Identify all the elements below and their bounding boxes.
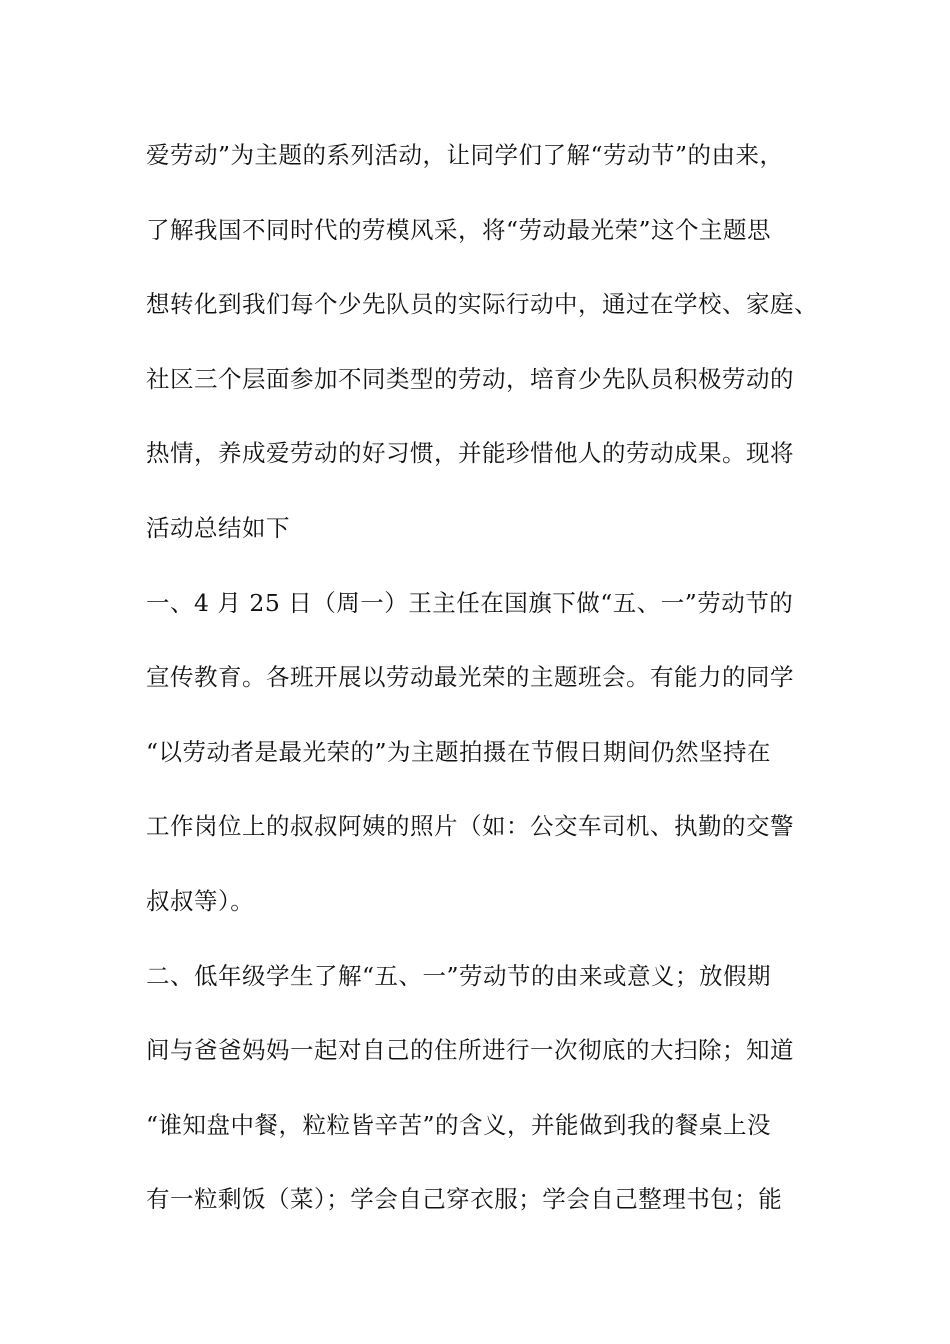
text-line: 有一粒剩饭（菜）；学会自己穿衣服；学会自己整理书包；能 <box>146 1185 783 1214</box>
text-line: 一、4 月 25 日（周一）王主任在国旗下做“五、一”劳动节的 <box>146 588 794 617</box>
text-line: 活动总结如下 <box>146 513 290 542</box>
text-line: “以劳动者是最光荣的”为主题拍摄在节假日期间仍然坚持在 <box>146 737 772 766</box>
text-line: 叔叔等）。 <box>146 886 255 915</box>
text-line: 热情，养成爱劳动的好习惯，并能珍惜他人的劳动成果。现将 <box>146 439 794 468</box>
text-line: 工作岗位上的叔叔阿姨的照片（如：公交车司机、执勤的交警 <box>146 812 794 841</box>
text-line: 二、低年级学生了解“五、一”劳动节的由来或意义；放假期 <box>146 961 772 990</box>
text-line: 了解我国不同时代的劳模风采，将“劳动最光荣”这个主题思 <box>146 215 772 244</box>
text-line: 宣传教育。各班开展以劳动最光荣的主题班会。有能力的同学 <box>146 663 794 692</box>
text-line: 爱劳动”为主题的系列活动，让同学们了解“劳动节”的由来， <box>146 141 784 169</box>
body-text <box>146 131 826 1250</box>
text-line: 想转化到我们每个少先队员的实际行动中，通过在学校、家庭、 <box>146 290 818 319</box>
text-line: 间与爸爸妈妈一起对自己的住所进行一次彻底的大扫除；知道 <box>146 1036 794 1065</box>
text-line: 社区三个层面参加不同类型的劳动，培育少先队员积极劳动的 <box>146 364 794 393</box>
text-line: “谁知盘中餐，粒粒皆辛苦”的含义，并能做到我的餐桌上没 <box>146 1110 772 1139</box>
